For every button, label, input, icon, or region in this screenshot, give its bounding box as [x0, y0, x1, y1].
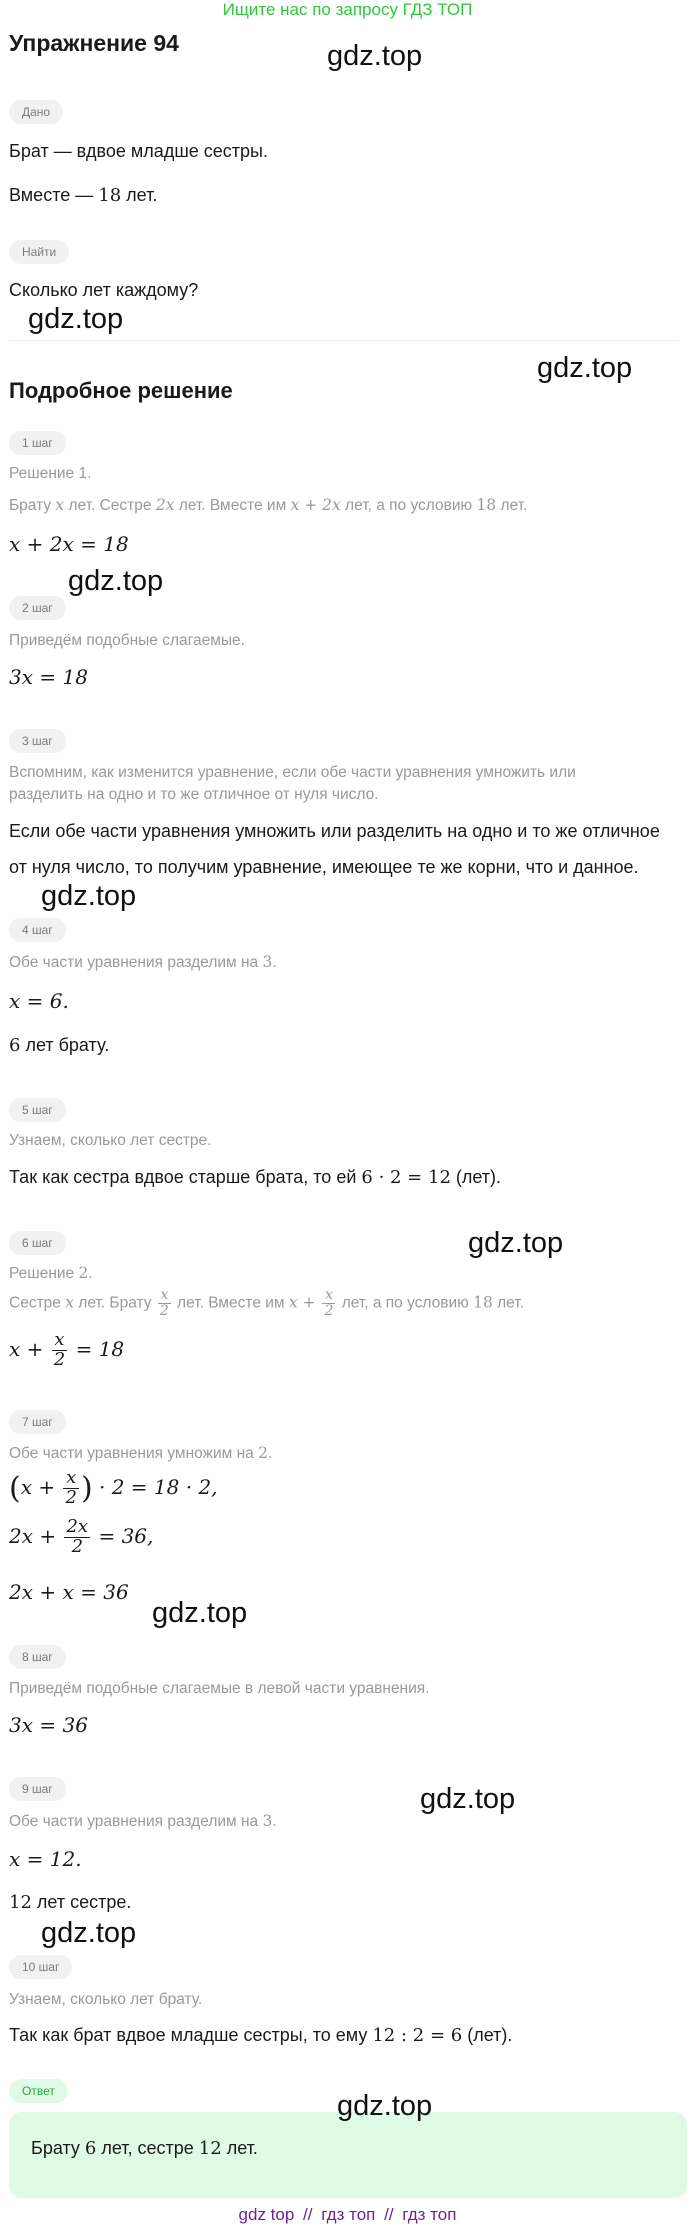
find-badge: Найти	[9, 240, 69, 264]
footer-links	[0, 2205, 695, 2225]
step-7-line-3: 2x + x = 36	[9, 1580, 129, 1604]
watermark: gdz.top	[68, 565, 164, 597]
step-9-badge: 9 шаг	[9, 1777, 66, 1801]
step-8-equation: 3x = 36	[9, 1713, 88, 1737]
fraction: $\frac{2x}{2}$	[66, 1516, 89, 1557]
step-4-caption: Обе части уравнения разделим на 3.	[9, 953, 277, 971]
step-4-badge: 4 шаг	[9, 918, 66, 942]
watermark: gdz.top	[537, 352, 633, 384]
step-10-badge: 10 шаг	[9, 1955, 72, 1979]
step-3-question-line-2: разделить на одно и то же отличное от нуля число.	[9, 786, 379, 803]
watermark: gdz.top	[327, 40, 423, 72]
step-1-badge: 1 шаг	[9, 431, 66, 455]
step-6-caption: Решение 2.	[9, 1264, 93, 1282]
given-badge: Дано	[9, 100, 63, 124]
step-7-line-1: (x + $\frac{x}{2}$ ) · 2 = 18 · 2,	[9, 1467, 218, 1508]
step-1-description: Брату x лет. Сестре 2x лет. Вместе им x + 2x лет, а по условию 18 лет.	[9, 496, 528, 514]
step-10-text: Так как брат вдвое младше сестры, то ему 12 : 2 = 6 (лет).	[9, 2025, 513, 2046]
step-8-caption: Приведём подобные слагаемые в левой части уравнения.	[9, 1680, 430, 1697]
step-3-question-line-1: Вспомним, как изменится уравнение, если обе части уравнения умножить или	[9, 764, 576, 781]
given-line-2: Вместе — 18 лет.	[9, 185, 158, 206]
step-8-badge: 8 шаг	[9, 1645, 66, 1669]
step-6-equation: x + $\frac{x}{2}$ = 18	[9, 1329, 125, 1370]
step-4-result: 6 лет брату.	[9, 1035, 110, 1056]
step-4-equation: x = 6.	[9, 989, 69, 1013]
divider	[9, 340, 679, 341]
footer-link-gdz-top-ru[interactable]: гдз топ	[321, 2205, 376, 2224]
step-7-caption: Обе части уравнения умножим на 2.	[9, 1444, 273, 1462]
footer-link-gdz-top[interactable]: gdz top	[238, 2205, 295, 2224]
step-7-line-2: 2x + $\frac{2x}{2}$ = 36,	[9, 1516, 154, 1557]
fraction: $\frac{x}{2}$	[324, 1287, 334, 1319]
step-6-description: Сестре x лет. Брату $\frac{x}{2}$ лет. Вместе им x + $\frac{x}{2}$ лет, а по условию 18 лет.	[9, 1287, 524, 1319]
watermark: gdz.top	[41, 1917, 137, 1949]
step-10-caption: Узнаем, сколько лет брату.	[9, 1991, 203, 2008]
step-2-badge: 2 шаг	[9, 596, 66, 620]
answer-text: Брату 6 лет, сестре 12 лет.	[31, 2138, 258, 2159]
step-6-badge: 6 шаг	[9, 1231, 66, 1255]
solution-heading: Подробное решение	[9, 378, 233, 403]
step-2-equation: 3x = 18	[9, 665, 88, 689]
given-line-1: Брат — вдвое младше сестры.	[9, 141, 268, 161]
top-banner[interactable]: Ищите нас по запросу ГДЗ ТОП	[222, 0, 473, 19]
fraction: $\frac{x}{2}$	[53, 1329, 66, 1370]
find-question: Сколько лет каждому?	[9, 280, 199, 300]
step-2-caption: Приведём подобные слагаемые.	[9, 632, 245, 649]
step-3-answer-line-2: от нуля число, то получим уравнение, имеющее те же корни, что и данное.	[9, 857, 639, 877]
step-7-badge: 7 шаг	[9, 1410, 66, 1434]
step-3-answer-line-1: Если обе части уравнения умножить или разделить на одно и то же отличное	[9, 821, 660, 841]
footer-link-gdz-top-ru-2[interactable]: гдз топ	[402, 2205, 457, 2224]
watermark: gdz.top	[468, 1227, 564, 1259]
step-5-text: Так как сестра вдвое старше брата, то ей 6 · 2 = 12 (лет).	[9, 1167, 502, 1188]
watermark: gdz.top	[152, 1597, 248, 1629]
step-9-result: 12 лет сестре.	[9, 1892, 132, 1913]
footer-separator: //	[384, 2205, 394, 2224]
footer-separator: //	[303, 2205, 313, 2224]
page-title: Упражнение 94	[9, 30, 179, 56]
fraction: $\frac{x}{2}$	[65, 1467, 77, 1508]
step-1-equation: x + 2x = 18	[9, 532, 129, 556]
watermark: gdz.top	[28, 303, 124, 335]
step-1-caption: Решение 1.	[9, 465, 92, 482]
watermark: gdz.top	[420, 1783, 516, 1815]
fraction: $\frac{x}{2}$	[159, 1287, 169, 1319]
step-9-caption: Обе части уравнения разделим на 3.	[9, 1812, 277, 1830]
step-5-caption: Узнаем, сколько лет сестре.	[9, 1132, 212, 1149]
answer-box	[9, 2112, 687, 2198]
watermark: gdz.top	[337, 2090, 433, 2122]
step-5-badge: 5 шаг	[9, 1098, 66, 1122]
watermark: gdz.top	[41, 880, 137, 912]
step-9-equation: x = 12.	[9, 1847, 82, 1871]
step-3-badge: 3 шаг	[9, 729, 66, 753]
answer-badge: Ответ	[9, 2079, 68, 2103]
